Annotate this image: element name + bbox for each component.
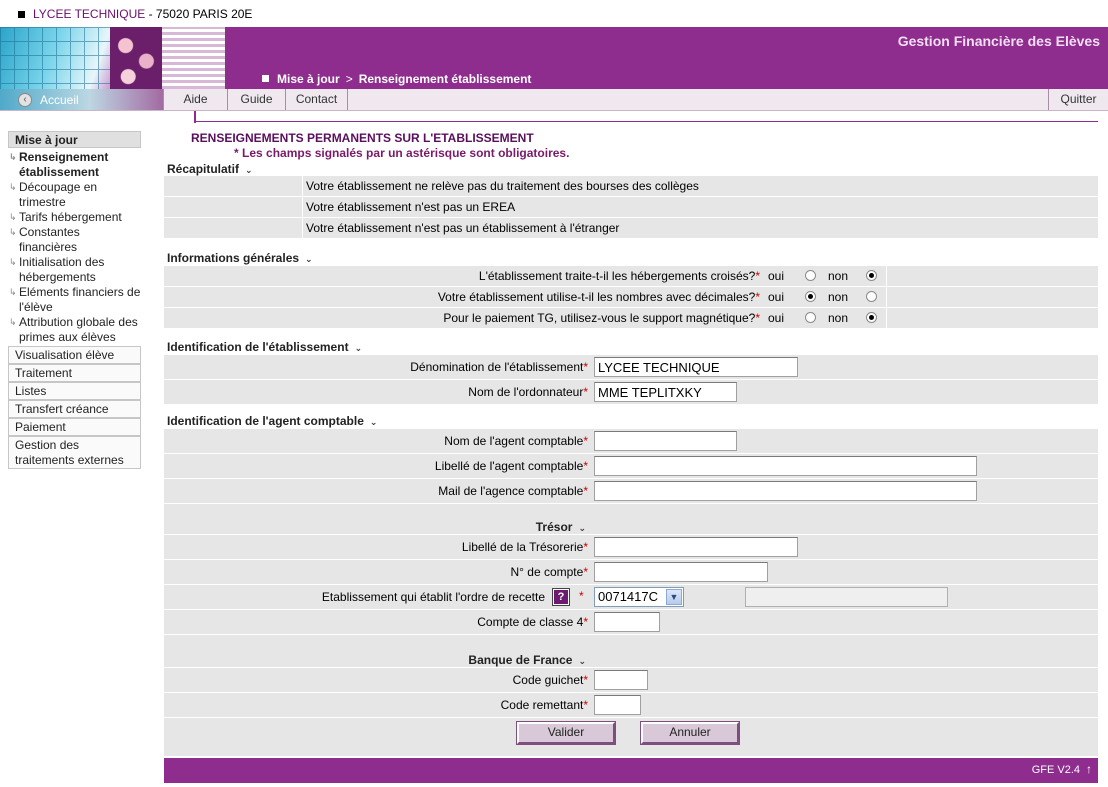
bullet-square-icon: [18, 11, 25, 18]
section-row: [164, 504, 1098, 534]
field-row: Libellé de la Trésorerie*: [164, 535, 1098, 559]
field-row: Nom de l'agent comptable*: [164, 429, 1098, 453]
code-guichet-input[interactable]: [594, 670, 648, 690]
question-row: Votre établissement utilise-t-il les nombres avec décimales?* oui non: [164, 287, 1098, 307]
code-remettant-input[interactable]: [594, 695, 641, 715]
question-label: Pour le paiement TG, utilisez-vous le support magnétique?: [443, 311, 756, 325]
footer: [164, 758, 1098, 783]
form-area: [164, 111, 1098, 758]
help-icon[interactable]: ?: [553, 589, 569, 605]
nav-guide[interactable]: Guide: [228, 89, 286, 110]
section-general[interactable]: Informations générales ⌄: [167, 251, 313, 265]
denomination-input[interactable]: [594, 357, 798, 377]
sidebar-item-listes[interactable]: Listes: [8, 382, 141, 400]
divider: [194, 121, 1098, 122]
no-label: non: [828, 269, 849, 283]
compte-classe4-input[interactable]: [594, 612, 660, 632]
field-row: Mail de l'agence comptable*: [164, 479, 1098, 503]
tresorerie-input[interactable]: [594, 537, 798, 557]
yes-label: oui: [768, 269, 785, 283]
radio-no[interactable]: [866, 270, 877, 281]
question-label: L'établissement traite-t-il les hébergements croisés?: [478, 269, 756, 283]
top-nav: [0, 89, 1108, 111]
recap-row: Votre établissement n'est pas un établissement à l'étranger: [164, 218, 1098, 238]
etab-ordre-readonly: [745, 587, 948, 607]
agent-mail-input[interactable]: [594, 481, 977, 501]
sidebar-item-traitement[interactable]: Traitement: [8, 364, 141, 382]
sub-arrow-icon: ↳: [9, 287, 17, 297]
form-title: RENSEIGNEMENTS PERMANENTS SUR L'ETABLISSEMENT: [191, 131, 534, 145]
school-name: LYCEE TECHNIQUE - 75020 PARIS 20E: [33, 7, 253, 21]
field-row: Nom de l'ordonnateur* MME TEPLITXKY: [164, 380, 1098, 404]
sidebar-item-transfert[interactable]: Transfert créance: [8, 400, 141, 418]
nav-aide[interactable]: Aide: [163, 89, 228, 110]
breadcrumb-separator: >: [345, 72, 353, 86]
account-number-input[interactable]: [594, 562, 768, 582]
sub-arrow-icon: ↳: [9, 152, 17, 162]
no-label: non: [828, 311, 849, 325]
no-label: non: [828, 290, 849, 304]
section-ident-agent[interactable]: Identification de l'agent comptable ⌄: [167, 414, 378, 428]
field-row: Code guichet*: [164, 668, 1098, 692]
sidebar-item-paiement[interactable]: Paiement: [8, 418, 141, 436]
chevron-down-icon: ⌄: [245, 165, 253, 175]
sidebar-item-attribution-primes[interactable]: ↳ Attribution globale des primes aux élèves: [9, 315, 138, 344]
recap-row: Votre établissement ne relève pas du traitement des bourses des collèges: [164, 176, 1098, 196]
home-label: Accueil: [40, 93, 79, 107]
chevron-down-icon: ⌄: [354, 343, 363, 353]
section-row: [164, 635, 1098, 667]
chevron-down-icon: ▼: [666, 589, 682, 605]
arrow-up-icon[interactable]: ↑: [1086, 762, 1092, 776]
field-row: Dénomination de l'établissement* LYCEE TECHNIQUE: [164, 355, 1098, 379]
question-label: Votre établissement utilise-t-il les nombres avec décimales?: [437, 290, 756, 304]
quit-link[interactable]: Quitter: [1048, 89, 1108, 110]
sub-arrow-icon: ↳: [9, 227, 17, 237]
chevron-down-icon: ⌄: [305, 254, 313, 264]
yes-label: oui: [768, 290, 785, 304]
home-arrow-icon: ‹: [18, 93, 32, 107]
version-label: GFE V2.4: [1031, 764, 1080, 776]
sidebar-head-mise-a-jour[interactable]: Mise à jour: [8, 131, 141, 148]
radio-no[interactable]: [866, 291, 877, 302]
breadcrumb-page: Renseignement établissement: [358, 72, 532, 86]
yes-label: oui: [768, 311, 785, 325]
etab-ordre-select[interactable]: 0071417C ▼: [594, 587, 684, 607]
buttons-row: [164, 718, 1098, 756]
section-banque[interactable]: Banque de France ⌄: [468, 653, 586, 667]
section-tresor[interactable]: Trésor ⌄: [535, 520, 586, 534]
sidebar-item-renseignement[interactable]: ↳ Renseignement établissement: [9, 150, 109, 179]
cancel-button[interactable]: Annuler: [641, 722, 739, 744]
required-note: * Les champs signalés par un astérisque sont obligatoires.: [234, 146, 570, 160]
question-row: L'établissement traite-t-il les hébergements croisés?* oui non: [164, 266, 1098, 286]
sub-arrow-icon: ↳: [9, 182, 17, 192]
field-row: Code remettant*: [164, 693, 1098, 717]
chevron-down-icon: ⌄: [578, 656, 586, 666]
sidebar-item-constantes[interactable]: ↳ Constantes financières: [9, 225, 80, 254]
section-ident-etab[interactable]: Identification de l'établissement ⌄: [167, 340, 363, 354]
sub-arrow-icon: ↳: [9, 317, 17, 327]
sidebar-item-visualisation[interactable]: Visualisation élève: [8, 346, 141, 364]
agent-libelle-input[interactable]: [594, 456, 977, 476]
field-row: N° de compte*: [164, 560, 1098, 584]
app-header: [0, 27, 1108, 89]
sub-arrow-icon: ↳: [9, 257, 17, 267]
nav-contact[interactable]: Contact: [286, 89, 348, 110]
chevron-down-icon: ⌄: [369, 417, 378, 427]
ordonnateur-input[interactable]: [594, 382, 737, 402]
school-bar: [0, 0, 1108, 27]
etab-ordre-label: Etablissement qui établit l'ordre de recette: [321, 590, 545, 604]
sidebar-item-tarifs[interactable]: ↳ Tarifs hébergement: [9, 210, 122, 224]
sidebar-item-initialisation[interactable]: ↳ Initialisation des hébergements: [9, 255, 105, 284]
radio-yes[interactable]: [805, 312, 816, 323]
validate-button[interactable]: Valider: [517, 722, 615, 744]
sidebar-item-elements-financiers[interactable]: ↳ Eléments financiers de l'élève: [9, 285, 141, 314]
agent-name-input[interactable]: [594, 431, 737, 451]
sub-arrow-icon: ↳: [9, 212, 17, 222]
app-title: Gestion Financière des Elèves: [897, 33, 1100, 49]
breadcrumb: [262, 72, 531, 86]
radio-yes[interactable]: [805, 291, 816, 302]
radio-no[interactable]: [866, 312, 877, 323]
section-recap[interactable]: Récapitulatif ⌄: [167, 162, 253, 176]
sidebar-item-gestion-externes[interactable]: Gestion des traitements externes: [8, 436, 141, 469]
banner-image: [0, 27, 225, 89]
sidebar-item-decoupage[interactable]: ↳ Découpage en trimestre: [9, 180, 98, 209]
field-row: Compte de classe 4*: [164, 610, 1098, 634]
bullet-square-icon: [262, 75, 269, 82]
field-row: Etablissement qui établit l'ordre de recette ? * 0071417C ▼: [164, 585, 1098, 609]
sidebar: [8, 131, 141, 469]
breadcrumb-section[interactable]: Mise à jour: [277, 72, 340, 86]
recap-row: Votre établissement n'est pas un EREA: [164, 197, 1098, 217]
chevron-down-icon: ⌄: [578, 523, 586, 533]
home-link[interactable]: [0, 89, 163, 110]
field-row: Libellé de l'agent comptable*: [164, 454, 1098, 478]
radio-yes[interactable]: [805, 270, 816, 281]
question-row: Pour le paiement TG, utilisez-vous le support magnétique?* oui non: [164, 308, 1098, 328]
